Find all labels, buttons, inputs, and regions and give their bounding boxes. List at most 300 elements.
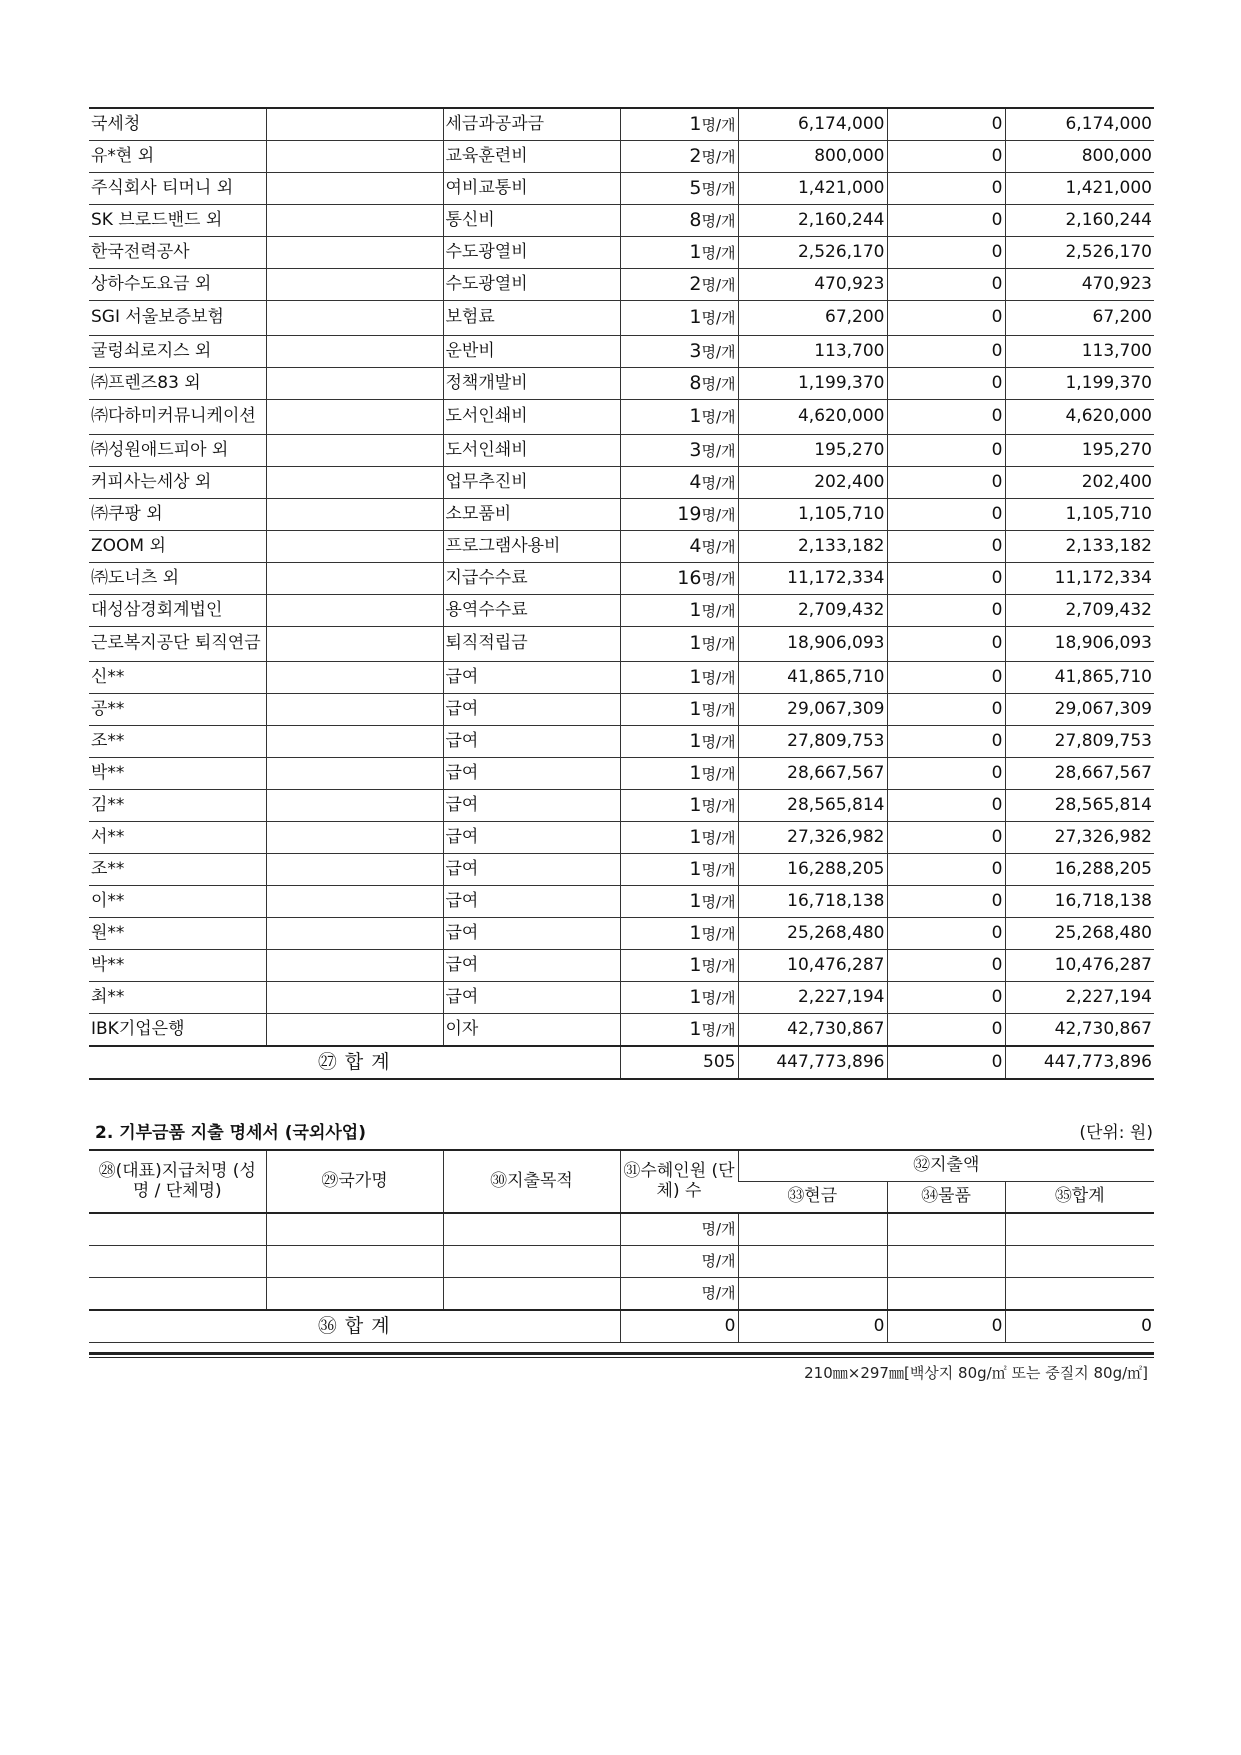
- table-row: [89, 982, 1154, 1014]
- recipient-unit: 명/개: [701, 1283, 736, 1302]
- total-cell: 16,288,205: [1005, 854, 1154, 886]
- table-row: [89, 1213, 1154, 1246]
- recipient-unit: 명/개: [701, 179, 736, 198]
- recipient-count: 1: [689, 889, 702, 912]
- purpose-cell: 급여: [443, 950, 620, 982]
- payee-cell: 근로복지공단 퇴직연금: [89, 627, 266, 662]
- recipients-cell: [620, 758, 738, 790]
- table-row: [89, 758, 1154, 790]
- table-row: [89, 368, 1154, 400]
- recipient-unit: 명/개: [701, 309, 736, 328]
- recipients-cell: [620, 1014, 738, 1047]
- recipient-count: 8: [689, 371, 702, 394]
- recipient-count: 19: [677, 502, 702, 525]
- country-cell: [266, 662, 443, 694]
- recipient-unit: 명/개: [701, 505, 736, 524]
- recipient-unit: 명/개: [701, 441, 736, 460]
- country-cell: [266, 173, 443, 205]
- cash-cell: 28,667,567: [738, 758, 887, 790]
- sum-total: 447,773,896: [1005, 1046, 1154, 1079]
- cash-cell: [738, 1278, 887, 1311]
- purpose-cell: 급여: [443, 886, 620, 918]
- goods-cell: 0: [887, 822, 1005, 854]
- country-cell: [266, 1213, 443, 1246]
- country-cell: [266, 1278, 443, 1311]
- goods-cell: [887, 1213, 1005, 1246]
- country-cell: [266, 336, 443, 368]
- cash-cell: 16,288,205: [738, 854, 887, 886]
- country-cell: [266, 790, 443, 822]
- payee-cell: ㈜성원애드피아 외: [89, 435, 266, 467]
- table-row: [89, 790, 1154, 822]
- recipients-cell: [620, 950, 738, 982]
- total-cell: [1005, 1213, 1154, 1246]
- recipient-unit: 명/개: [701, 860, 736, 879]
- recipients-cell: [620, 726, 738, 758]
- country-cell: [266, 531, 443, 563]
- total-cell: 16,718,138: [1005, 886, 1154, 918]
- goods-cell: 0: [887, 336, 1005, 368]
- goods-cell: 0: [887, 368, 1005, 400]
- recipient-count: 5: [689, 176, 702, 199]
- table-row: [89, 205, 1154, 237]
- cash-cell: 195,270: [738, 435, 887, 467]
- recipients-cell: [620, 1213, 738, 1246]
- table-row: [89, 141, 1154, 173]
- table-row: [89, 301, 1154, 336]
- total-cell: 202,400: [1005, 467, 1154, 499]
- payee-cell: SK 브로드밴드 외: [89, 205, 266, 237]
- total-cell: 470,923: [1005, 269, 1154, 301]
- purpose-cell: 정책개발비: [443, 368, 620, 400]
- recipients-cell: [620, 822, 738, 854]
- header-cash: ㉝현금: [738, 1182, 887, 1214]
- table-row: [89, 726, 1154, 758]
- table-row: [89, 595, 1154, 627]
- recipient-count: 1: [689, 240, 702, 263]
- goods-cell: [887, 1278, 1005, 1311]
- payee-cell: 이**: [89, 886, 266, 918]
- purpose-cell: [443, 1246, 620, 1278]
- table-row: [89, 854, 1154, 886]
- domestic-expenditure-table: [89, 107, 1154, 1080]
- recipients-cell: [620, 269, 738, 301]
- recipient-unit: 명/개: [701, 1219, 736, 1238]
- total-cell: 6,174,000: [1005, 108, 1154, 141]
- recipient-unit: 명/개: [701, 1251, 736, 1270]
- payee-cell: [89, 1246, 266, 1278]
- country-cell: [266, 918, 443, 950]
- payee-cell: SGI 서울보증보험: [89, 301, 266, 336]
- recipient-unit: 명/개: [701, 892, 736, 911]
- country-cell: [266, 400, 443, 435]
- sum-goods: 0: [887, 1310, 1005, 1343]
- recipients-cell: [620, 499, 738, 531]
- country-cell: [266, 141, 443, 173]
- table-row: [89, 886, 1154, 918]
- recipient-count: 1: [689, 306, 702, 329]
- recipient-unit: 명/개: [701, 537, 736, 556]
- recipient-count: 1: [689, 953, 702, 976]
- cash-cell: 29,067,309: [738, 694, 887, 726]
- country-cell: [266, 205, 443, 237]
- table-row: [89, 563, 1154, 595]
- recipient-unit: 명/개: [701, 700, 736, 719]
- goods-cell: 0: [887, 205, 1005, 237]
- sum-cash: 0: [738, 1310, 887, 1343]
- table-row: [89, 237, 1154, 269]
- table-row: [89, 918, 1154, 950]
- recipients-cell: [620, 662, 738, 694]
- recipient-unit: 명/개: [701, 764, 736, 783]
- table-row: [89, 173, 1154, 205]
- payee-cell: 조**: [89, 854, 266, 886]
- total-cell: 1,105,710: [1005, 499, 1154, 531]
- purpose-cell: 퇴직적립금: [443, 627, 620, 662]
- recipients-cell: [620, 141, 738, 173]
- payee-cell: ㈜도너츠 외: [89, 563, 266, 595]
- unit-note: (단위: 원): [1079, 1123, 1153, 1143]
- table-row: [89, 662, 1154, 694]
- recipients-cell: [620, 467, 738, 499]
- total-cell: 1,421,000: [1005, 173, 1154, 205]
- recipient-count: 8: [689, 208, 702, 231]
- country-cell: [266, 886, 443, 918]
- table-row: [89, 1014, 1154, 1047]
- recipient-count: 1: [689, 729, 702, 752]
- payee-cell: [89, 1278, 266, 1311]
- recipient-count: 1: [689, 793, 702, 816]
- purpose-cell: 업무추진비: [443, 467, 620, 499]
- country-cell: [266, 237, 443, 269]
- payee-cell: 대성삼경회계법인: [89, 595, 266, 627]
- total-cell: 195,270: [1005, 435, 1154, 467]
- cash-cell: 800,000: [738, 141, 887, 173]
- total-cell: 1,199,370: [1005, 368, 1154, 400]
- total-cell: 2,227,194: [1005, 982, 1154, 1014]
- payee-cell: 한국전력공사: [89, 237, 266, 269]
- purpose-cell: 운반비: [443, 336, 620, 368]
- recipient-unit: 명/개: [701, 275, 736, 294]
- recipient-unit: 명/개: [701, 668, 736, 687]
- country-cell: [266, 499, 443, 531]
- country-cell: [266, 563, 443, 595]
- table-sum-row: [89, 1046, 1154, 1079]
- country-cell: [266, 694, 443, 726]
- recipient-count: 1: [689, 697, 702, 720]
- payee-cell: 국세청: [89, 108, 266, 141]
- goods-cell: 0: [887, 982, 1005, 1014]
- table-row: [89, 1278, 1154, 1311]
- table-row: [89, 499, 1154, 531]
- table-row: [89, 627, 1154, 662]
- cash-cell: 2,709,432: [738, 595, 887, 627]
- total-cell: 2,526,170: [1005, 237, 1154, 269]
- total-cell: [1005, 1246, 1154, 1278]
- recipient-unit: 명/개: [701, 601, 736, 620]
- recipient-unit: 명/개: [701, 828, 736, 847]
- purpose-cell: 소모품비: [443, 499, 620, 531]
- recipient-count: 2: [689, 144, 702, 167]
- cash-cell: [738, 1246, 887, 1278]
- goods-cell: 0: [887, 854, 1005, 886]
- sum-label: ㊱ 합 계: [89, 1310, 620, 1343]
- sum-label: ㉗ 합 계: [89, 1046, 620, 1079]
- table-header-row: [89, 1150, 1154, 1182]
- recipient-unit: 명/개: [701, 243, 736, 262]
- cash-cell: 11,172,334: [738, 563, 887, 595]
- cash-cell: 25,268,480: [738, 918, 887, 950]
- payee-cell: ㈜다하미커뮤니케이션: [89, 400, 266, 435]
- cash-cell: 42,730,867: [738, 1014, 887, 1047]
- cash-cell: 2,526,170: [738, 237, 887, 269]
- purpose-cell: 급여: [443, 982, 620, 1014]
- recipients-cell: [620, 108, 738, 141]
- cash-cell: [738, 1213, 887, 1246]
- total-cell: 10,476,287: [1005, 950, 1154, 982]
- recipient-unit: 명/개: [701, 342, 736, 361]
- recipient-count: 4: [689, 534, 702, 557]
- cash-cell: 4,620,000: [738, 400, 887, 435]
- divider: [89, 1352, 1154, 1355]
- cash-cell: 1,105,710: [738, 499, 887, 531]
- cash-cell: 67,200: [738, 301, 887, 336]
- total-cell: 27,326,982: [1005, 822, 1154, 854]
- total-cell: 27,809,753: [1005, 726, 1154, 758]
- purpose-cell: 여비교통비: [443, 173, 620, 205]
- country-cell: [266, 435, 443, 467]
- table-row: [89, 400, 1154, 435]
- purpose-cell: 세금과공과금: [443, 108, 620, 141]
- goods-cell: 0: [887, 499, 1005, 531]
- purpose-cell: 교육훈련비: [443, 141, 620, 173]
- cash-cell: 27,809,753: [738, 726, 887, 758]
- purpose-cell: 급여: [443, 918, 620, 950]
- recipient-unit: 명/개: [701, 635, 736, 654]
- recipient-count: 2: [689, 272, 702, 295]
- purpose-cell: 이자: [443, 1014, 620, 1047]
- header-payee: ㉘(대표)지급처명 (성명 / 단체명): [89, 1150, 266, 1213]
- payee-cell: [89, 1213, 266, 1246]
- total-cell: 113,700: [1005, 336, 1154, 368]
- total-cell: 18,906,093: [1005, 627, 1154, 662]
- country-cell: [266, 822, 443, 854]
- payee-cell: 커피사는세상 외: [89, 467, 266, 499]
- cash-cell: 2,160,244: [738, 205, 887, 237]
- goods-cell: 0: [887, 758, 1005, 790]
- recipients-cell: [620, 368, 738, 400]
- total-cell: 11,172,334: [1005, 563, 1154, 595]
- total-cell: 41,865,710: [1005, 662, 1154, 694]
- recipients-cell: [620, 173, 738, 205]
- recipients-cell: [620, 563, 738, 595]
- recipient-unit: 명/개: [701, 115, 736, 134]
- purpose-cell: 급여: [443, 822, 620, 854]
- goods-cell: 0: [887, 400, 1005, 435]
- goods-cell: 0: [887, 237, 1005, 269]
- total-cell: 67,200: [1005, 301, 1154, 336]
- sum-cash: 447,773,896: [738, 1046, 887, 1079]
- recipients-cell: [620, 205, 738, 237]
- recipients-cell: [620, 886, 738, 918]
- recipients-cell: [620, 595, 738, 627]
- recipients-cell: [620, 854, 738, 886]
- payee-cell: ZOOM 외: [89, 531, 266, 563]
- country-cell: [266, 269, 443, 301]
- purpose-cell: 수도광열비: [443, 269, 620, 301]
- recipient-count: 3: [689, 339, 702, 362]
- table-row: [89, 1246, 1154, 1278]
- purpose-cell: 통신비: [443, 205, 620, 237]
- country-cell: [266, 758, 443, 790]
- header-goods: ㉞물품: [887, 1182, 1005, 1214]
- payee-cell: 공**: [89, 694, 266, 726]
- cash-cell: 28,565,814: [738, 790, 887, 822]
- cash-cell: 18,906,093: [738, 627, 887, 662]
- purpose-cell: 지급수수료: [443, 563, 620, 595]
- recipients-cell: [620, 400, 738, 435]
- table-row: [89, 435, 1154, 467]
- recipient-count: 16: [677, 566, 702, 589]
- purpose-cell: 급여: [443, 662, 620, 694]
- country-cell: [266, 982, 443, 1014]
- country-cell: [266, 1014, 443, 1047]
- payee-cell: 최**: [89, 982, 266, 1014]
- recipients-cell: [620, 694, 738, 726]
- purpose-cell: 급여: [443, 694, 620, 726]
- goods-cell: 0: [887, 726, 1005, 758]
- recipient-count: 1: [689, 665, 702, 688]
- payee-cell: 상하수도요금 외: [89, 269, 266, 301]
- total-cell: 2,160,244: [1005, 205, 1154, 237]
- recipient-unit: 명/개: [701, 473, 736, 492]
- total-cell: 4,620,000: [1005, 400, 1154, 435]
- purpose-cell: 급여: [443, 726, 620, 758]
- sum-count: 505: [620, 1046, 738, 1079]
- purpose-cell: 보험료: [443, 301, 620, 336]
- goods-cell: 0: [887, 467, 1005, 499]
- recipient-unit: 명/개: [701, 408, 736, 427]
- table-row: [89, 108, 1154, 141]
- recipient-count: 4: [689, 470, 702, 493]
- country-cell: [266, 854, 443, 886]
- header-total: ㉟합계: [1005, 1182, 1154, 1214]
- recipient-unit: 명/개: [701, 1020, 736, 1039]
- payee-cell: 유*현 외: [89, 141, 266, 173]
- goods-cell: 0: [887, 435, 1005, 467]
- payee-cell: 굴렁쇠로지스 외: [89, 336, 266, 368]
- purpose-cell: 프로그램사용비: [443, 531, 620, 563]
- total-cell: 25,268,480: [1005, 918, 1154, 950]
- recipient-count: 1: [689, 921, 702, 944]
- header-purpose: ㉚지출목적: [443, 1150, 620, 1213]
- recipient-count: 1: [689, 825, 702, 848]
- purpose-cell: 급여: [443, 854, 620, 886]
- recipient-count: 1: [689, 405, 702, 428]
- recipient-unit: 명/개: [701, 796, 736, 815]
- table-sum-row: [89, 1310, 1154, 1343]
- recipients-cell: [620, 790, 738, 822]
- cash-cell: 16,718,138: [738, 886, 887, 918]
- country-cell: [266, 726, 443, 758]
- header-recipients: ㉛수혜인원 (단체) 수: [620, 1150, 738, 1213]
- recipient-count: 1: [689, 761, 702, 784]
- cash-cell: 27,326,982: [738, 822, 887, 854]
- recipients-cell: [620, 1246, 738, 1278]
- recipients-cell: [620, 918, 738, 950]
- table-row: [89, 336, 1154, 368]
- total-cell: 2,709,432: [1005, 595, 1154, 627]
- goods-cell: 0: [887, 790, 1005, 822]
- recipient-count: 1: [689, 985, 702, 1008]
- country-cell: [266, 950, 443, 982]
- table-row: [89, 822, 1154, 854]
- goods-cell: [887, 1246, 1005, 1278]
- goods-cell: 0: [887, 595, 1005, 627]
- recipient-count: 1: [689, 632, 702, 655]
- sum-goods: 0: [887, 1046, 1005, 1079]
- payee-cell: IBK기업은행: [89, 1014, 266, 1047]
- purpose-cell: [443, 1213, 620, 1246]
- payee-cell: 박**: [89, 758, 266, 790]
- total-cell: 800,000: [1005, 141, 1154, 173]
- recipients-cell: [620, 982, 738, 1014]
- sum-count: 0: [620, 1310, 738, 1343]
- cash-cell: 2,133,182: [738, 531, 887, 563]
- purpose-cell: 급여: [443, 758, 620, 790]
- paper-spec: 210㎜×297㎜[백상지 80g/㎡ 또는 중질지 80g/㎡]: [804, 1364, 1148, 1382]
- table-row: [89, 269, 1154, 301]
- payee-cell: ㈜프렌즈83 외: [89, 368, 266, 400]
- payee-cell: 원**: [89, 918, 266, 950]
- header-amount: ㉜지출액: [738, 1150, 1154, 1182]
- recipient-unit: 명/개: [701, 956, 736, 975]
- recipient-unit: 명/개: [701, 988, 736, 1007]
- recipients-cell: [620, 531, 738, 563]
- table-row: [89, 531, 1154, 563]
- purpose-cell: 수도광열비: [443, 237, 620, 269]
- recipients-cell: [620, 1278, 738, 1311]
- purpose-cell: [443, 1278, 620, 1311]
- purpose-cell: 급여: [443, 790, 620, 822]
- cash-cell: 41,865,710: [738, 662, 887, 694]
- recipient-count: 3: [689, 438, 702, 461]
- table-row: [89, 950, 1154, 982]
- country-cell: [266, 368, 443, 400]
- cash-cell: 10,476,287: [738, 950, 887, 982]
- payee-cell: 주식회사 티머니 외: [89, 173, 266, 205]
- cash-cell: 1,421,000: [738, 173, 887, 205]
- total-cell: 29,067,309: [1005, 694, 1154, 726]
- overseas-expenditure-table: [89, 1149, 1154, 1343]
- cash-cell: 202,400: [738, 467, 887, 499]
- total-cell: 28,667,567: [1005, 758, 1154, 790]
- goods-cell: 0: [887, 694, 1005, 726]
- recipient-count: 1: [689, 598, 702, 621]
- recipient-unit: 명/개: [701, 374, 736, 393]
- recipients-cell: [620, 237, 738, 269]
- goods-cell: 0: [887, 918, 1005, 950]
- total-cell: 2,133,182: [1005, 531, 1154, 563]
- goods-cell: 0: [887, 269, 1005, 301]
- goods-cell: 0: [887, 627, 1005, 662]
- recipient-unit: 명/개: [701, 924, 736, 943]
- goods-cell: 0: [887, 531, 1005, 563]
- goods-cell: 0: [887, 141, 1005, 173]
- purpose-cell: 용역수수료: [443, 595, 620, 627]
- total-cell: 42,730,867: [1005, 1014, 1154, 1047]
- payee-cell: 신**: [89, 662, 266, 694]
